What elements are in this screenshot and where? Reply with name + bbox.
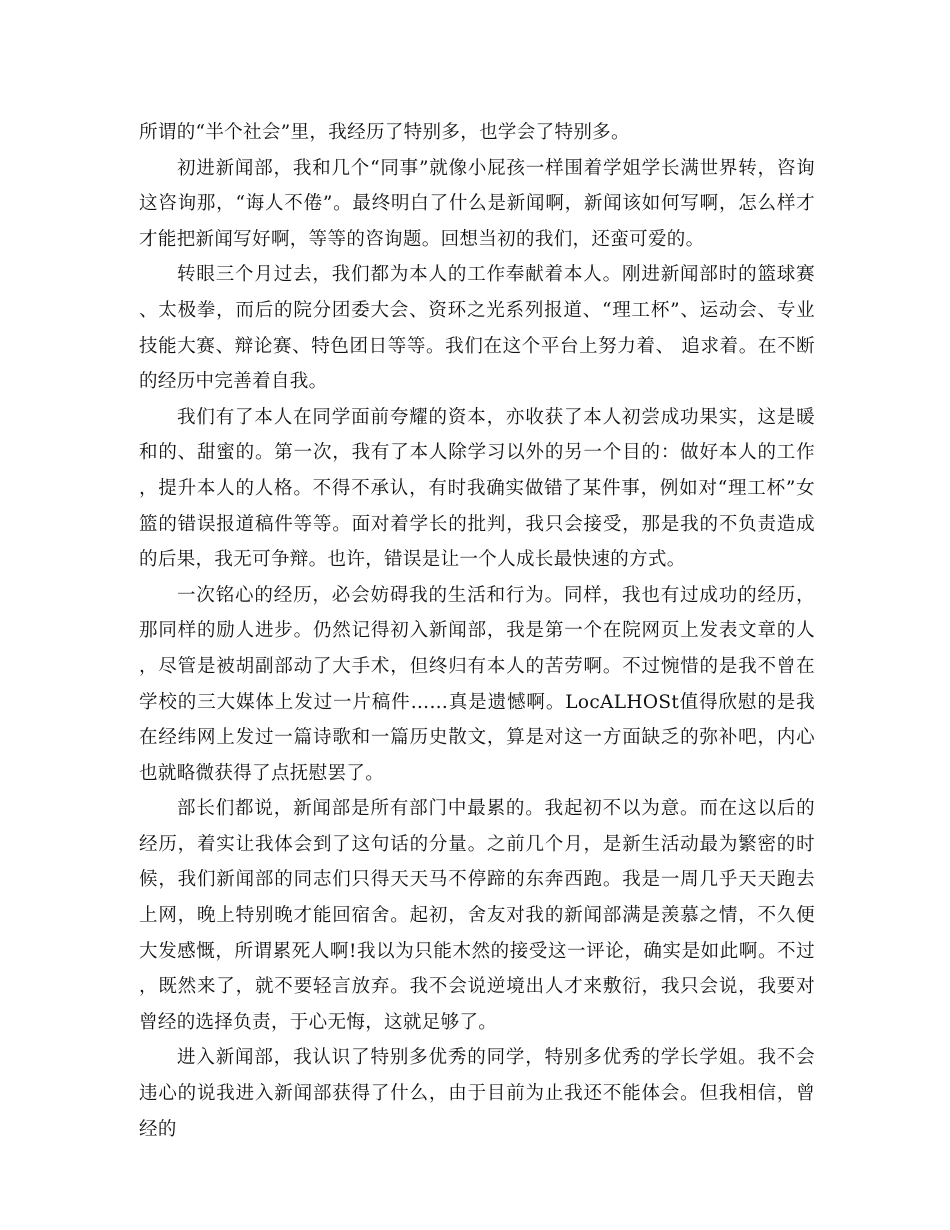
paragraph-7: 进入新闻部，我认识了特别多优秀的同学，特别多优秀的学长学姐。我不会违心的说我进入新闻部获得了什么，由于目前为止我还不能体会。但我相信，曾经的: [139, 1047, 815, 1140]
paragraph-4: 我们有了本人在同学面前夸耀的资本，亦收获了本人初尝成功果实，这是暖和的、甜蜜的。第一次，我有了本人除学习以外的另一个目的：做好本人的工作，提升本人的人格。不得不承认，有时我确实做错了某件事，例如对“理工杯”女篮的错误报道稿件等等。面对着学长的批判，我只会接受，那是我的不负责造成的后果，我无可争辩。也许，错误是让一个人成长最快速的方式。: [139, 406, 815, 571]
paragraph-1: 所谓的“半个社会”里，我经历了特别多，也学会了特别多。: [139, 122, 630, 143]
paragraph-2: 初进新闻部，我和几个“同事”就像小屁孩一样围着学姐学长满世界转，咨询这咨询那，“诲人不倦”。最终明白了什么是新闻啊，新闻该如何写啊，怎么样才才能把新闻写好啊，等等的咨询题。回想当初的我们，还蛮可爱的。: [139, 157, 815, 250]
paragraph-5: 一次铭心的经历，必会妨碍我的生活和行为。同样，我也有过成功的经历，那同样的励人进步。仍然记得初入新闻部，我是第一个在院网页上发表文章的人，尽管是被胡副部动了大手术，但终归有本人的苦劳啊。不过惋惜的是我不曾在学校的三大媒体上发过一片稿件……真是遗憾啊。LocALHOSt值得欣慰的是我在经纬网上发过一篇诗歌和一篇历史散文，算是对这一方面缺乏的弥补吧，内心也就略微获得了点抚慰罢了。: [139, 584, 815, 784]
document-body: [139, 115, 815, 1147]
paragraph-3: 转眼三个月过去，我们都为本人的工作奉献着本人。刚进新闻部时的篮球赛、太极拳，而后的院分团委大会、资环之光系列报道、“理工杯”、运动会、专业技能大赛、辩论赛、特色团日等等。我们在这个平台上努力着、 追求着。在不断的经历中完善着自我。: [139, 264, 815, 393]
paragraph-6: 部长们都说，新闻部是所有部门中最累的。我起初不以为意。而在这以后的经历，着实让我体会到了这句话的分量。之前几个月，是新生活动最为繁密的时候，我们新闻部的同志们只得天天马不停蹄的东奔西跑。我是一周几乎天天跑去上网，晚上特别晚才能回宿舍。起初，舍友对我的新闻部满是羡慕之情，不久便大发感慨，所谓累死人啊!我以为只能木然的接受这一评论，确实是如此啊。不过，既然来了，就不要轻言放弃。我不会说逆境出人才来敷衍，我只会说，我要对曾经的选择负责，于心无悔，这就足够了。: [139, 798, 815, 1033]
